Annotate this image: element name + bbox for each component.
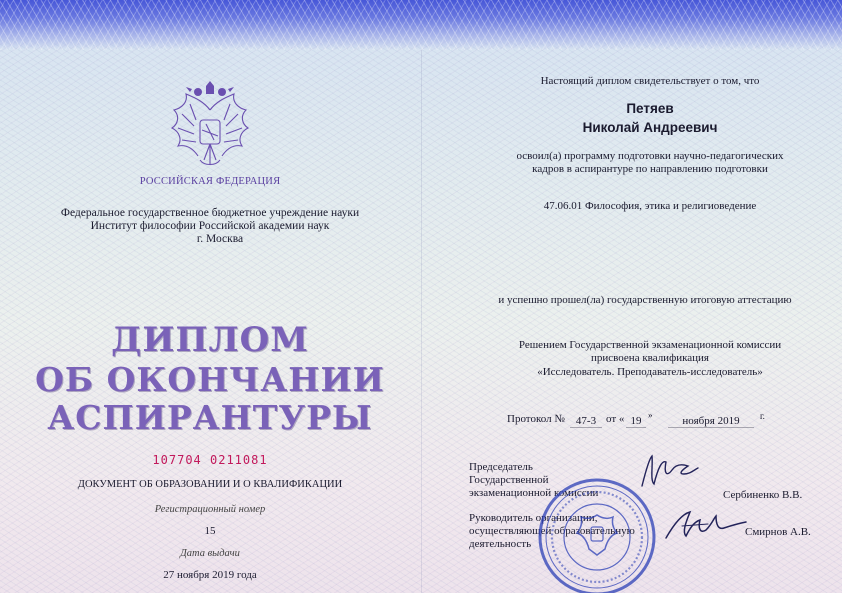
program-text-line-1: освоил(а) программу подготовки научно-педагогических [516, 150, 784, 162]
chairman-label-line-1: Председатель [469, 461, 533, 473]
decorative-top-band [0, 0, 842, 50]
issue-date: 27 ноября 2019 года [163, 569, 257, 581]
protocol-number: 47-3 [570, 415, 602, 428]
commission-text-line-1: Решением Государственной экзаменационной комиссии [518, 339, 782, 351]
chairman-label-line-2: Государственной [469, 474, 549, 486]
issue-date-label: Дата выдачи [180, 548, 240, 559]
head-label-line-1: Руководитель организации, [469, 512, 598, 524]
organization-line-2: Институт философии Российской академии наук [90, 220, 330, 232]
diploma-title-line-1: ДИПЛОМ [111, 320, 309, 360]
diploma-title-line-2: ОБ ОКОНЧАНИИ [35, 360, 385, 399]
chairman-name: Сербиненко В.В. [723, 489, 803, 501]
document-type: ДОКУМЕНТ ОБ ОБРАЗОВАНИИ И О КВАЛИФИКАЦИИ [77, 479, 343, 490]
protocol-year-suffix: г. [760, 411, 765, 421]
protocol-label: Протокол № [507, 413, 565, 425]
registration-number: 15 [204, 525, 216, 537]
country-name: РОССИЙСКАЯ ФЕДЕРАЦИЯ [139, 176, 281, 187]
attestation-text: и успешно прошел(ла) государственную итоговую аттестацию [498, 294, 792, 306]
organization-line-1: Федеральное государственное бюджетное учреждение науки [60, 207, 360, 219]
qualification-title: «Исследователь. Преподаватель-исследователь» [537, 366, 763, 378]
serial-number: 107704 0211081 [152, 453, 268, 467]
head-label-line-2: осуществляющей образовательную [469, 525, 635, 537]
registration-label: Регистрационный номер [154, 504, 266, 515]
chairman-label-line-3: экзаменационной комиссии [469, 487, 599, 499]
head-name: Смирнов А.В. [745, 526, 811, 538]
graduate-surname: Петяев [626, 101, 674, 116]
diploma-title-line-3: АСПИРАНТУРЫ [47, 398, 373, 437]
commission-text-line-2: присвоена квалификация [591, 352, 709, 364]
program-text-line-2: кадров в аспирантуре по направлению подготовки [532, 163, 768, 175]
organization-city: г. Москва [196, 233, 244, 245]
protocol-day-close: » [648, 410, 653, 420]
state-emblem-icon [160, 80, 260, 180]
head-label-line-3: деятельность [469, 538, 532, 550]
protocol-day: 19 [626, 415, 646, 428]
chairman-signature-icon [632, 448, 702, 493]
head-signature-icon [660, 504, 750, 546]
protocol-month-year: ноября 2019 [668, 415, 754, 428]
protocol-from-label: от « [606, 413, 625, 425]
page-fold [421, 50, 422, 593]
study-direction: 47.06.01 Философия, этика и религиоведение [543, 200, 757, 212]
graduate-given-names: Николай Андреевич [582, 120, 718, 135]
intro-text: Настоящий диплом свидетельствует о том, что [540, 75, 760, 87]
